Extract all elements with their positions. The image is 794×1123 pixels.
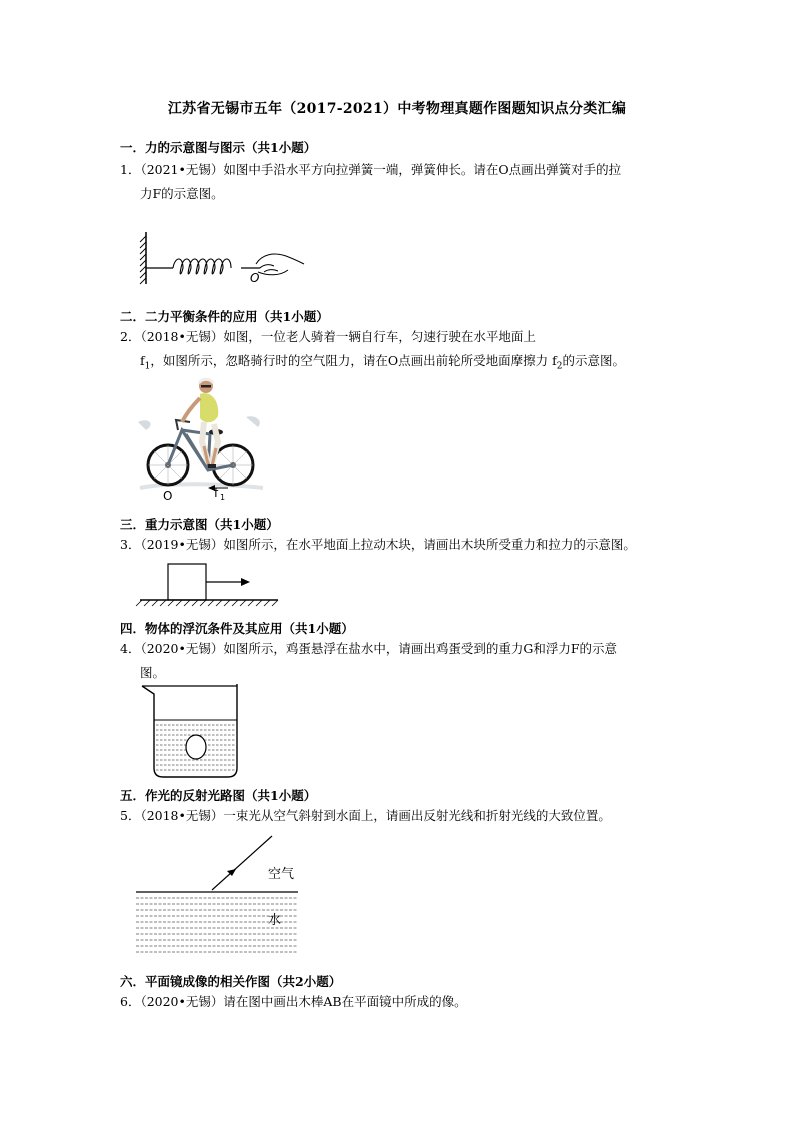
bicycle-figure [138, 372, 268, 506]
f1-symbol: f [140, 353, 145, 368]
section-heading-5: 五．作光的反射光路图（共1小题） [120, 788, 317, 803]
question-text-cont: 图。 [140, 665, 166, 680]
question-text: ．（2021•无锡）如图中手沿水平方向拉弹簧一端，弹簧伸长。请在O点画出弹簧对手的拉 [127, 162, 622, 177]
block-figure [140, 560, 280, 608]
question-text: ．（2020•无锡）请在图中画出木棒AB在平面镜中所成的像。 [127, 994, 467, 1009]
question-5 [120, 804, 680, 828]
question-2 [120, 325, 680, 379]
question-text-end: 的示意图。 [562, 353, 625, 368]
question-1 [120, 158, 680, 206]
question-number: 4 [120, 641, 128, 656]
question-text: ．（2018•无锡）一束光从空气斜射到水面上，请画出反射光线和折射光线的大致位置。 [127, 808, 611, 823]
air-label: 空气 [268, 867, 295, 882]
section-heading-2: 二．二力平衡条件的应用（共1小题） [120, 309, 329, 324]
light-refraction-figure [136, 834, 308, 960]
spring-figure [138, 228, 308, 288]
question-number: 2 [120, 329, 128, 344]
question-4 [120, 637, 680, 685]
beaker-figure [140, 680, 244, 780]
question-text-cont: 力F的示意图。 [140, 186, 224, 201]
question-text: ．（2018•无锡）如图，一位老人骑着一辆自行车，匀速行驶在水平地面上 [127, 329, 536, 344]
water-label: 水 [268, 913, 282, 928]
question-text-cont: ，如图所示，忽略骑行时的空气阻力，请在O点画出前轮所受地面摩擦力 f [150, 353, 557, 368]
point-o-label: O [163, 489, 173, 503]
document-title: 江苏省无锡市五年（2017-2021）中考物理真题作图题知识点分类汇编 [167, 101, 627, 117]
section-heading-3: 三．重力示意图（共1小题） [120, 517, 279, 532]
f2-subscript: 2 [556, 361, 563, 372]
question-number: 3 [120, 537, 128, 552]
question-number: 5 [120, 808, 128, 823]
question-text: ．（2019•无锡）如图所示，在水平地面上拉动木块，请画出木块所受重力和拉力的示意图。 [127, 537, 636, 552]
friction-f-label: f [214, 486, 219, 500]
section-heading-4: 四．物体的浮沉条件及其应用（共1小题） [120, 621, 354, 636]
f1-subscript: 1 [144, 361, 151, 372]
friction-f-subscript: 1 [220, 493, 226, 502]
question-number: 1 [120, 162, 128, 177]
question-3 [120, 533, 680, 557]
section-heading-6: 六．平面镜成像的相关作图（共2小题） [120, 974, 342, 989]
question-number: 6 [120, 994, 128, 1009]
point-o-label: O [250, 271, 260, 285]
section-heading-1: 一．力的示意图与图示（共1小题） [120, 140, 317, 155]
question-6 [120, 990, 680, 1014]
question-text: ．（2020•无锡）如图所示，鸡蛋悬浮在盐水中，请画出鸡蛋受到的重力G和浮力F的示意 [127, 641, 618, 656]
